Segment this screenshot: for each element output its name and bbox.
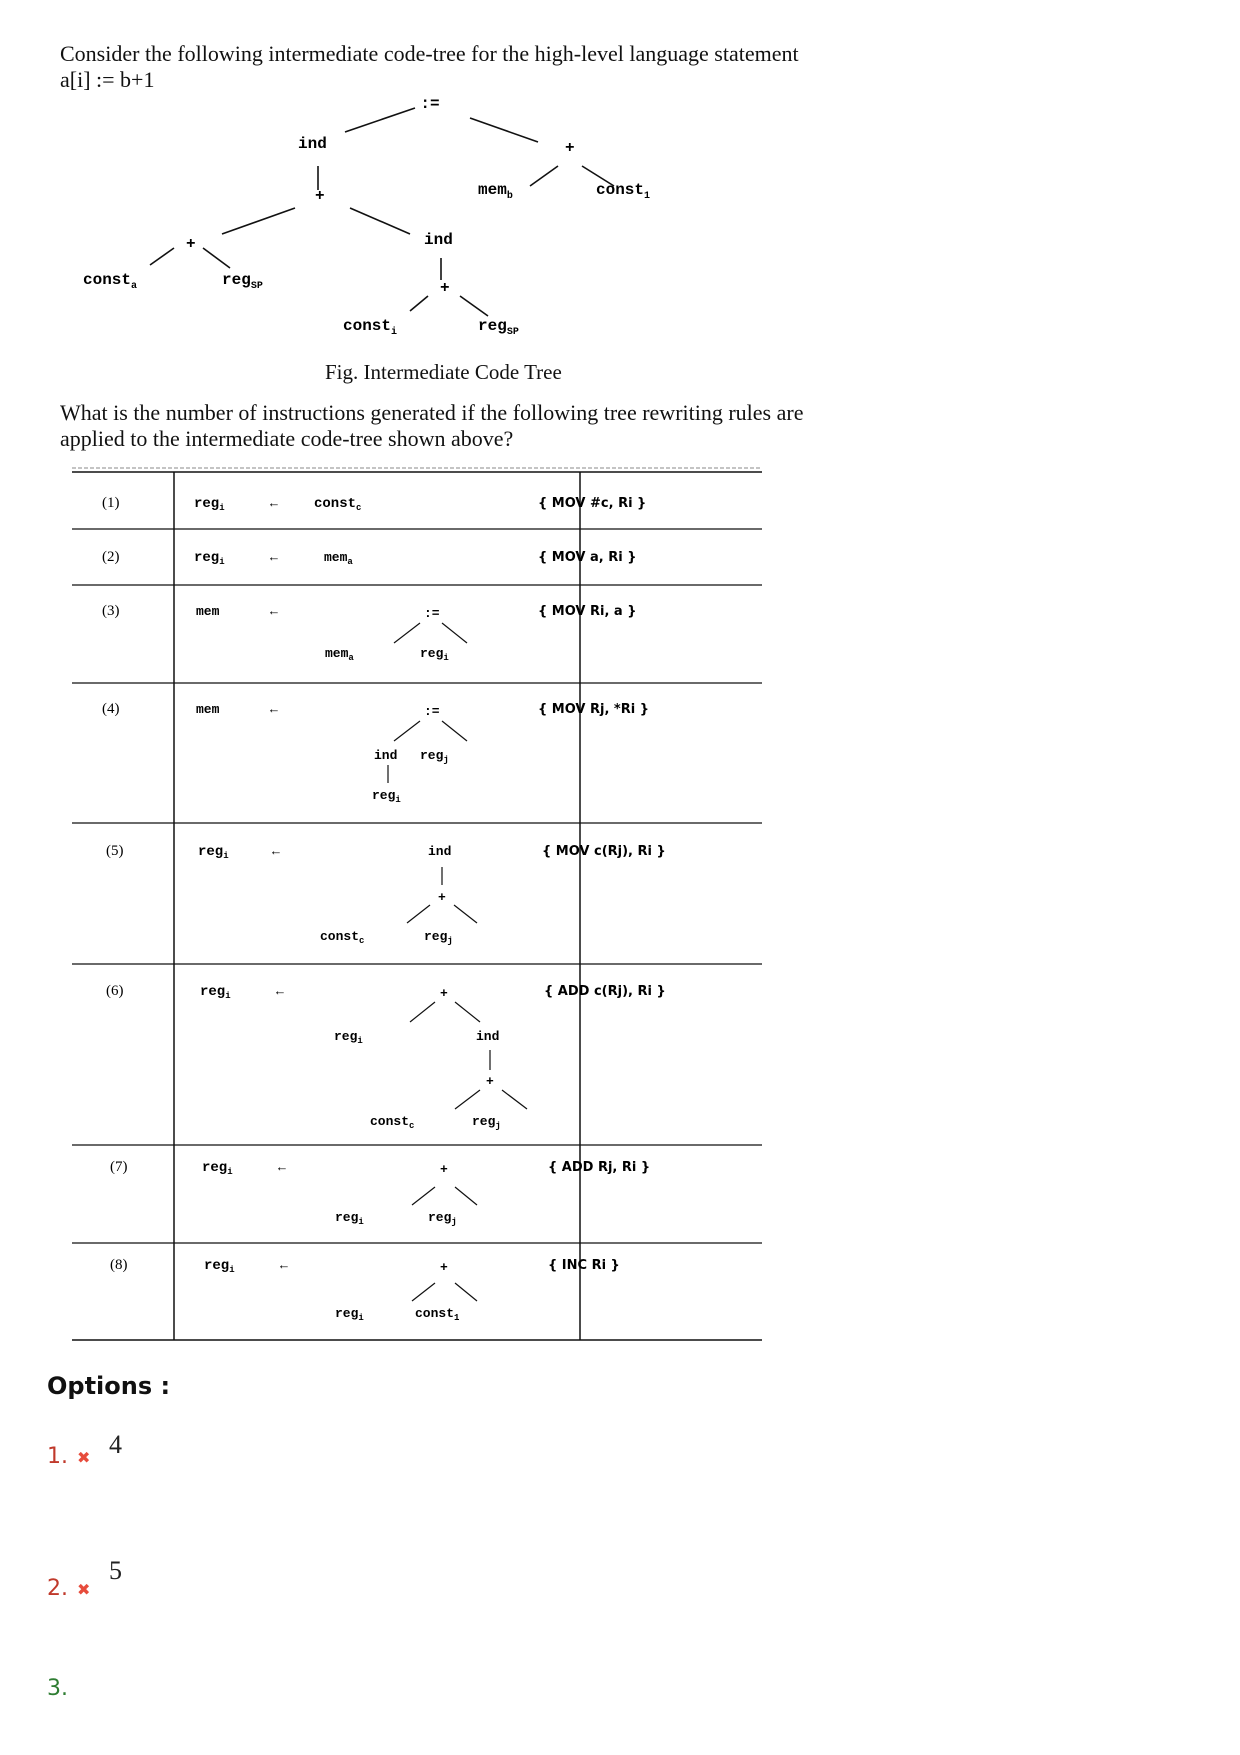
rule-3-action: { MOV Ri, a } xyxy=(538,604,637,619)
rule-7-number: (7) xyxy=(110,1159,128,1175)
tree-const-a-node: const$_a$ xyxy=(83,271,138,292)
rule-5-reg-j: reg$_j$ xyxy=(424,929,453,946)
rule-6-plus-inner: + xyxy=(486,1074,494,1089)
tree-assign-node: := xyxy=(420,95,440,113)
rule-7-reg-i: reg$_i$ xyxy=(335,1210,364,1227)
rule-7-action: { ADD Rj, Ri } xyxy=(548,1160,651,1175)
rule-4-lhs: mem xyxy=(196,702,220,717)
question-prompt-line-1: What is the number of instructions generated if the following tree rewriting rules are xyxy=(60,400,804,425)
rule-5-ind: ind xyxy=(428,844,452,859)
option-1-wrong-icon: ✖ xyxy=(77,1448,91,1467)
rule-3-lhs: mem xyxy=(196,604,220,619)
rule-2-lhs: reg$_i$ xyxy=(194,550,225,567)
option-2-value: 5 xyxy=(109,1556,122,1585)
rule-3-number: (3) xyxy=(102,603,120,619)
rule-6-number: (6) xyxy=(106,983,124,999)
rule-2-rhs: mem$_a$ xyxy=(324,550,353,567)
table-grid xyxy=(72,468,762,1340)
rule-6-ind: ind xyxy=(476,1029,500,1044)
rule-4-number: (4) xyxy=(102,701,120,717)
rule-2-action: { MOV a, Ri } xyxy=(538,550,637,565)
rule-6-reg-i: reg$_i$ xyxy=(334,1029,363,1046)
rule-4-arrow: ← xyxy=(270,702,278,717)
rule-3-mem-a: mem$_a$ xyxy=(325,646,354,663)
rule-8-action: { INC Ri } xyxy=(548,1258,620,1273)
rule-8-reg-i: reg$_i$ xyxy=(335,1306,364,1323)
rule-8-plus: + xyxy=(440,1260,448,1275)
tree-ind-node-top: ind xyxy=(298,135,327,153)
rule-5-number: (5) xyxy=(106,843,124,859)
rule-6-arrow: ← xyxy=(276,984,284,999)
rule-6-reg-j: reg$_j$ xyxy=(472,1114,501,1131)
tree-const-i-node: const$_i$ xyxy=(343,317,398,338)
rule-4-reg-j: reg$_j$ xyxy=(420,748,449,765)
rule-5-const-c: const$_c$ xyxy=(320,929,365,946)
rule-5-plus: + xyxy=(438,890,446,905)
tree-mem-b-node: mem$_b$ xyxy=(478,181,513,202)
rule-6-plus: + xyxy=(440,986,448,1001)
rule-4-ind: ind xyxy=(374,748,398,763)
tree-const-1-node: const$_1$ xyxy=(596,181,651,202)
rule-7-plus: + xyxy=(440,1162,448,1177)
tree-edges xyxy=(150,108,614,316)
rule-3-arrow: ← xyxy=(270,604,278,619)
question-prompt-line-2: applied to the intermediate code-tree shown above? xyxy=(60,426,514,451)
question-statement: a[i] := b+1 xyxy=(60,67,155,92)
rule-4-assign: := xyxy=(424,704,440,719)
options-title: Options : xyxy=(47,1372,171,1400)
rule-6-const-c: const$_c$ xyxy=(370,1114,415,1131)
option-2[interactable] xyxy=(47,1556,247,1616)
tree-plus-node-left: + xyxy=(315,187,325,205)
rule-8-arrow: ← xyxy=(280,1258,288,1273)
rule-7-reg-j: reg$_j$ xyxy=(428,1210,457,1227)
rule-1-lhs: reg$_i$ xyxy=(194,496,225,513)
question-line-1: Consider the following intermediate code-tree for the high-level language statement xyxy=(60,41,799,66)
rule-7-lhs: reg$_i$ xyxy=(202,1160,233,1177)
option-3-number: 3. xyxy=(47,1676,68,1701)
rule-1-number: (1) xyxy=(102,495,120,511)
rule-1-action: { MOV #c, Ri } xyxy=(538,496,647,511)
rule-3-reg-i: reg$_i$ xyxy=(420,646,449,663)
option-1-number: 1. xyxy=(47,1444,68,1469)
figure-caption: Fig. Intermediate Code Tree xyxy=(325,360,562,384)
option-2-wrong-icon: ✖ xyxy=(77,1580,91,1599)
tree-plus-node-a: + xyxy=(186,235,196,253)
rule-tree-edges xyxy=(388,623,527,1301)
rule-1-rhs: const$_c$ xyxy=(314,496,362,513)
rule-5-lhs: reg$_i$ xyxy=(198,844,229,861)
tree-plus-node-right: + xyxy=(565,139,575,157)
rule-2-arrow: ← xyxy=(270,550,278,565)
tree-reg-sp-node-left: reg$_{SP}$ xyxy=(222,271,263,292)
intermediate-code-tree xyxy=(0,90,800,350)
rule-4-reg-i: reg$_i$ xyxy=(372,788,401,805)
tree-reg-sp-node-right: reg$_{SP}$ xyxy=(478,317,519,338)
rule-1-arrow: ← xyxy=(270,496,278,511)
rule-2-number: (2) xyxy=(102,549,120,565)
rule-6-action: { ADD c(Rj), Ri } xyxy=(544,984,666,999)
rule-8-lhs: reg$_i$ xyxy=(204,1258,235,1275)
option-3[interactable] xyxy=(47,1676,247,1716)
rule-8-number: (8) xyxy=(110,1257,128,1273)
rule-7-arrow: ← xyxy=(278,1160,286,1175)
rule-4-action: { MOV Rj, *Ri } xyxy=(538,702,649,717)
rule-3-assign: := xyxy=(424,606,440,621)
rule-8-const-1: const$_1$ xyxy=(415,1306,460,1323)
rule-5-arrow: ← xyxy=(272,844,280,859)
tree-rewriting-rules-table xyxy=(72,465,780,1345)
tree-ind-node-inner: ind xyxy=(424,231,453,249)
rule-5-action: { MOV c(Rj), Ri } xyxy=(542,844,666,859)
tree-plus-node-inner: + xyxy=(440,279,450,297)
option-2-number: 2. xyxy=(47,1576,68,1601)
option-1[interactable] xyxy=(47,1430,247,1490)
option-1-value: 4 xyxy=(109,1430,122,1459)
rule-6-lhs: reg$_i$ xyxy=(200,984,231,1001)
